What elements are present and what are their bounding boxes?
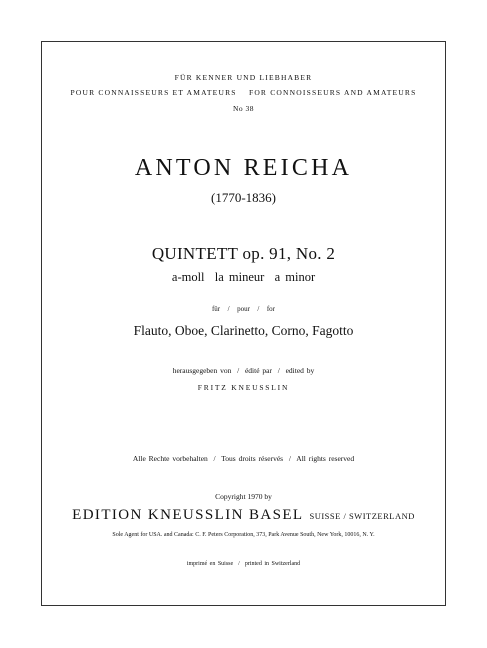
work-key: a-moll la mineur a minor [171,270,316,284]
composer-dates: (1770-1836) [211,190,276,205]
for-label: für / pour / for [211,305,276,313]
printed-in-line: imprimé en Suisse / printed in Switzerland [186,561,301,567]
series-number: No 38 [232,104,255,113]
composer-name: ANTON REICHA [134,155,353,181]
editor-name: FRITZ KNEUSSLIN [197,383,290,392]
work-title: QUINTETT op. 91, No. 2 [151,244,336,263]
publisher-name: EDITION KNEUSSLIN BASEL [72,507,304,523]
publisher-row [0,506,487,524]
sole-agent-line: Sole Agent for USA. and Canada: C. F. Peters Corporation, 373, Park Avenue South, New York, 10016, N. Y. [112,532,375,538]
rights-notice: Alle Rechte vorbehalten / Tous droits réservés / All rights reserved [132,454,355,463]
series-title-french-english: POUR CONNAISSEURS ET AMATEURS FOR CONNOISSEURS AND AMATEURS [70,88,417,97]
publisher-place: SUISSE / SWITZERLAND [309,511,415,521]
instrumentation: Flauto, Oboe, Clarinetto, Corno, Fagotto [133,323,354,338]
edited-by-label: herausgegeben von / édité par / edited by [172,366,315,375]
copyright-line: Copyright 1970 by [215,492,272,501]
series-title-german: FÜR KENNER UND LIEBHABER [174,73,313,82]
